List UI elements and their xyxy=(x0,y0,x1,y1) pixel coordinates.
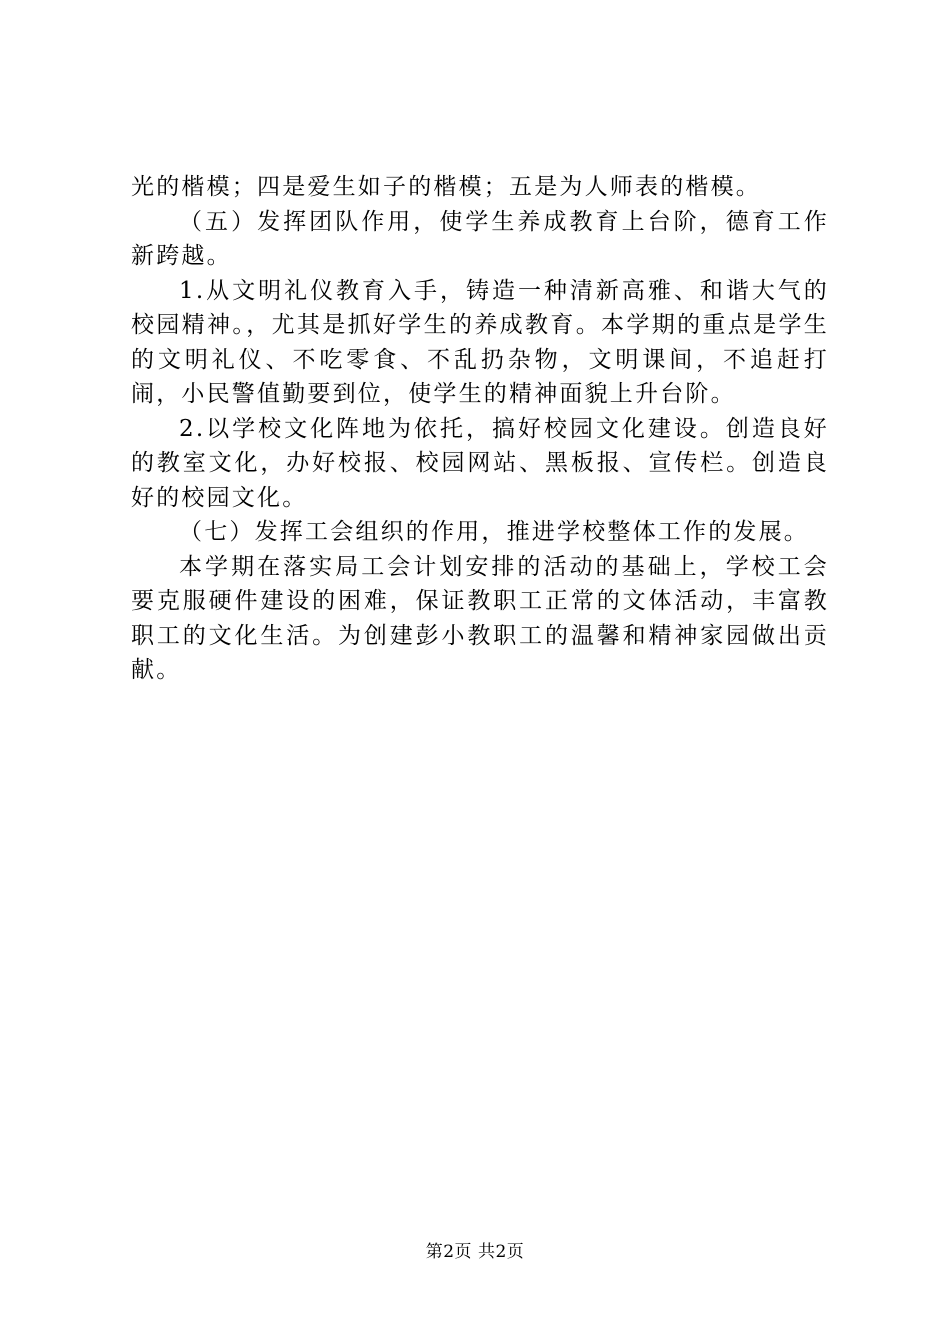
paragraph-4: 2.以学校文化阵地为依托，搞好校园文化建设。创造良好的教室文化，办好校报、校园网站、黑板报、宣传栏。创造良好的校园文化。 xyxy=(131,415,829,511)
paragraph-2: （五）发挥团队作用，使学生养成教育上台阶，德育工作新跨越。 xyxy=(131,208,829,269)
paragraph-3: 1.从文明礼仪教育入手，铸造一种清新高雅、和谐大气的校园精神。，尤其是抓好学生的养成教育。本学期的重点是学生的文明礼仪、不吃零食、不乱扔杂物，文明课间，不追赶打闹，小民警值勤要到位，使学生的精神面貌上升台阶。 xyxy=(131,277,829,407)
page-number-label: 第2页 共2页 xyxy=(425,1242,525,1262)
paragraph-6: 本学期在落实局工会计划安排的活动的基础上，学校工会要克服硬件建设的困难，保证教职工正常的文体活动，丰富教职工的文化生活。为创建彭小教职工的温馨和精神家园做出贡献。 xyxy=(131,553,829,683)
page-footer xyxy=(0,1240,950,1264)
paragraph-1: 光的楷模；四是爱生如子的楷模；五是为人师表的楷模。 xyxy=(131,174,761,200)
paragraph-5: （七）发挥工会组织的作用，推进学校整体工作的发展。 xyxy=(179,519,809,545)
document-body xyxy=(131,170,829,688)
